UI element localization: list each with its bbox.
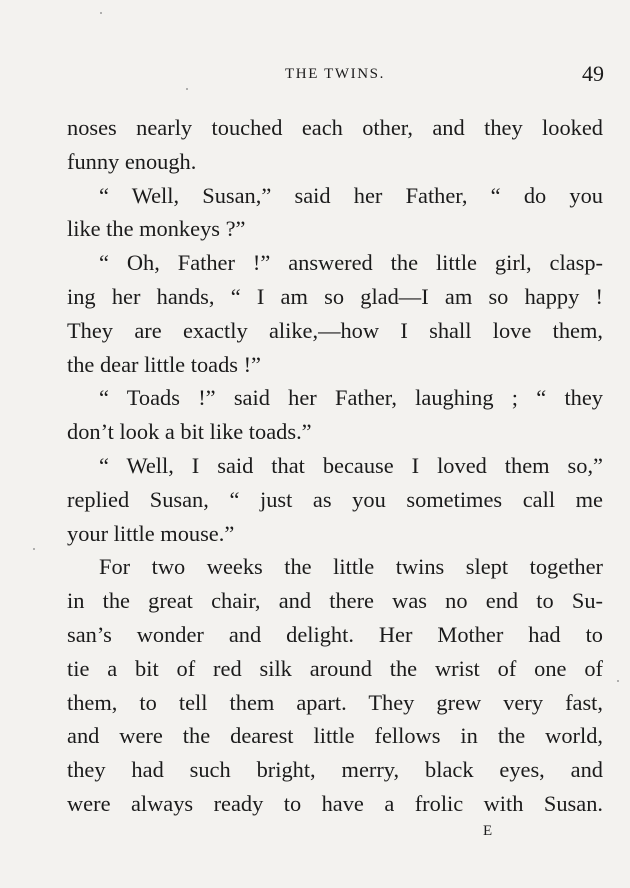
text-line: in the great chair, and there was no end to Su- bbox=[67, 588, 603, 614]
running-title: THE TWINS. bbox=[285, 66, 385, 82]
text-line: replied Susan, “ just as you sometimes call me bbox=[67, 486, 603, 512]
text-line: were always ready to have a frolic with Susan. bbox=[67, 790, 603, 816]
body-text bbox=[67, 111, 603, 821]
text-line: like the monkeys ?” bbox=[67, 216, 246, 242]
text-line: and were the dearest little fellows in the world, bbox=[67, 723, 603, 749]
text-line: san’s wonder and delight. Her Mother had to bbox=[67, 621, 603, 647]
paper-speck bbox=[33, 548, 35, 550]
text-line: “ Well, I said that because I loved them so,” bbox=[99, 452, 603, 478]
signature-mark: E bbox=[483, 823, 494, 839]
text-line: they had such bright, merry, black eyes, and bbox=[67, 757, 603, 783]
text-line: For two weeks the little twins slept together bbox=[99, 554, 603, 580]
text-line: ing her hands, “ I am so glad—I am so happy ! bbox=[67, 283, 603, 309]
text-line: noses nearly touched each other, and they looked bbox=[67, 115, 603, 140]
text-line: tie a bit of red silk around the wrist of one of bbox=[67, 655, 603, 681]
text-line: them, to tell them apart. They grew very fast, bbox=[67, 689, 603, 715]
text-line: They are exactly alike,—how I shall love them, bbox=[67, 317, 603, 343]
paper-speck bbox=[617, 680, 619, 682]
text-line: funny enough. bbox=[67, 148, 197, 174]
text-line: “ Oh, Father !” answered the little girl, clasp- bbox=[99, 250, 603, 276]
paper-speck bbox=[186, 88, 188, 90]
page-number: 49 bbox=[582, 61, 604, 86]
running-head bbox=[66, 63, 604, 87]
text-line: the dear little toads !” bbox=[67, 351, 261, 377]
text-line: “ Toads !” said her Father, laughing ; “ they bbox=[99, 385, 603, 411]
text-line: “ Well, Susan,” said her Father, “ do you bbox=[99, 182, 603, 208]
text-line: don’t look a bit like toads.” bbox=[67, 419, 312, 445]
paper-speck bbox=[100, 12, 102, 14]
text-line: your little mouse.” bbox=[67, 520, 235, 546]
